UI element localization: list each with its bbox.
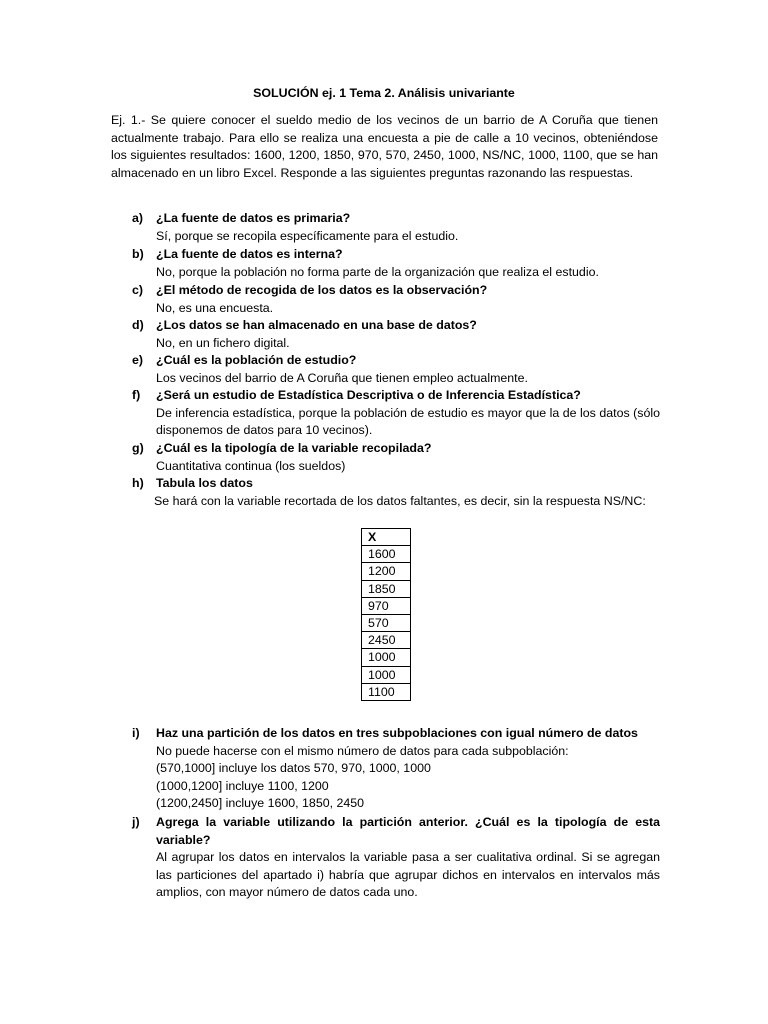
answer-text: No puede hacerse con el mismo número de datos para cada subpoblación: <box>156 743 569 758</box>
question-label: e) <box>132 353 144 367</box>
table-row <box>362 597 411 614</box>
table-row <box>362 666 411 683</box>
partition-line: (570,1000] incluye los datos 570, 970, 1000, 1000 <box>156 761 431 776</box>
table-row <box>362 649 411 666</box>
question-h <box>111 475 660 510</box>
table-cell: 570 <box>362 615 411 632</box>
table-cell: 1000 <box>362 666 411 683</box>
partition-line: (1000,1200] incluye 1100, 1200 <box>156 778 329 793</box>
question-f <box>111 387 660 440</box>
question-g <box>111 440 660 475</box>
table-header-cell: X <box>362 529 411 546</box>
question-label: h) <box>132 476 144 490</box>
answer-text: No, en un fichero digital. <box>156 335 290 350</box>
table-row <box>362 683 411 700</box>
question-text: ¿Los datos se han almacenado en una base de datos? <box>156 318 477 332</box>
question-text: ¿La fuente de datos es primaria? <box>156 211 351 225</box>
table-cell: 1000 <box>362 649 411 666</box>
question-text: Tabula los datos <box>156 476 253 490</box>
table-cell: 970 <box>362 597 411 614</box>
question-text: ¿Cuál es la tipología de la variable recopilada? <box>156 441 432 455</box>
exercise-statement: Ej. 1.- Se quiere conocer el sueldo medio de los vecinos de un barrio de A Coruña que tienen actualmente trabajo. Para ello se realiza una encuesta a pie de calle a 10 vecinos, obteniéndose los siguientes resultados: 1600, 1200, 1850, 970, 570, 2450, 1000, NS/NC, 1000, 1100, que se han almacenado en un libro Excel. Responde a las siguientes preguntas razonando las respuestas. <box>111 113 658 180</box>
table-header-row <box>362 529 411 546</box>
table-row <box>362 580 411 597</box>
question-text: ¿Cuál es la población de estudio? <box>156 353 357 367</box>
answer-text: De inferencia estadística, porque la población de estudio es mayor que la de los datos (sólo disponemos de datos para 10 vecinos). <box>156 405 660 438</box>
answer-text: Al agrupar los datos en intervalos la variable pasa a ser cualitativa ordinal. Si se agregan las particiones del apartado i) habría que agrupar dichos en intervalos en intervalos más amplios, con mayor número de datos cada uno. <box>156 850 660 900</box>
answer-text: Sí, porque se recopila específicamente para el estudio. <box>156 228 459 243</box>
data-table <box>361 528 411 701</box>
question-text: ¿La fuente de datos es interna? <box>156 247 343 261</box>
table-cell: 1600 <box>362 546 411 563</box>
question-j <box>111 814 660 902</box>
question-label: g) <box>132 441 144 455</box>
table-cell: 2450 <box>362 632 411 649</box>
table-cell: 1200 <box>362 563 411 580</box>
question-label: b) <box>132 247 144 261</box>
table-cell: 1850 <box>362 580 411 597</box>
question-e <box>111 352 660 387</box>
question-label: j) <box>132 815 140 829</box>
answer-text: No, porque la población no forma parte de la organización que realiza el estudio. <box>156 264 599 279</box>
partition-line: (1200,2450] incluye 1600, 1850, 2450 <box>156 796 365 811</box>
question-text: Haz una partición de los datos en tres subpoblaciones con igual número de datos <box>156 726 638 740</box>
answer-text: No, es una encuesta. <box>156 300 274 315</box>
question-label: a) <box>132 211 144 225</box>
question-i <box>111 725 660 813</box>
question-d <box>111 317 660 352</box>
question-text: ¿Será un estudio de Estadística Descriptiva o de Inferencia Estadística? <box>156 388 581 402</box>
question-b <box>111 246 660 281</box>
question-a <box>111 210 660 245</box>
document-title: SOLUCIÓN ej. 1 Tema 2. Análisis univariante <box>253 86 515 100</box>
answer-text: Los vecinos del barrio de A Coruña que tienen empleo actualmente. <box>156 370 528 385</box>
question-label: d) <box>132 318 144 332</box>
answer-text: Se hará con la variable recortada de los datos faltantes, es decir, sin la respuesta NS/NC: <box>154 493 646 508</box>
question-c <box>111 282 660 317</box>
question-text: Agrega la variable utilizando la partición anterior. ¿Cuál es la tipología de esta variable? <box>156 815 660 847</box>
question-text: ¿El método de recogida de los datos es la observación? <box>156 283 488 297</box>
question-label: c) <box>132 283 144 297</box>
answer-text: Cuantitativa continua (los sueldos) <box>156 458 346 473</box>
table-row <box>362 632 411 649</box>
table-cell: 1100 <box>362 683 411 700</box>
question-label: f) <box>132 388 141 402</box>
question-label: i) <box>132 726 140 740</box>
table-row <box>362 563 411 580</box>
table-row <box>362 546 411 563</box>
table-row <box>362 615 411 632</box>
